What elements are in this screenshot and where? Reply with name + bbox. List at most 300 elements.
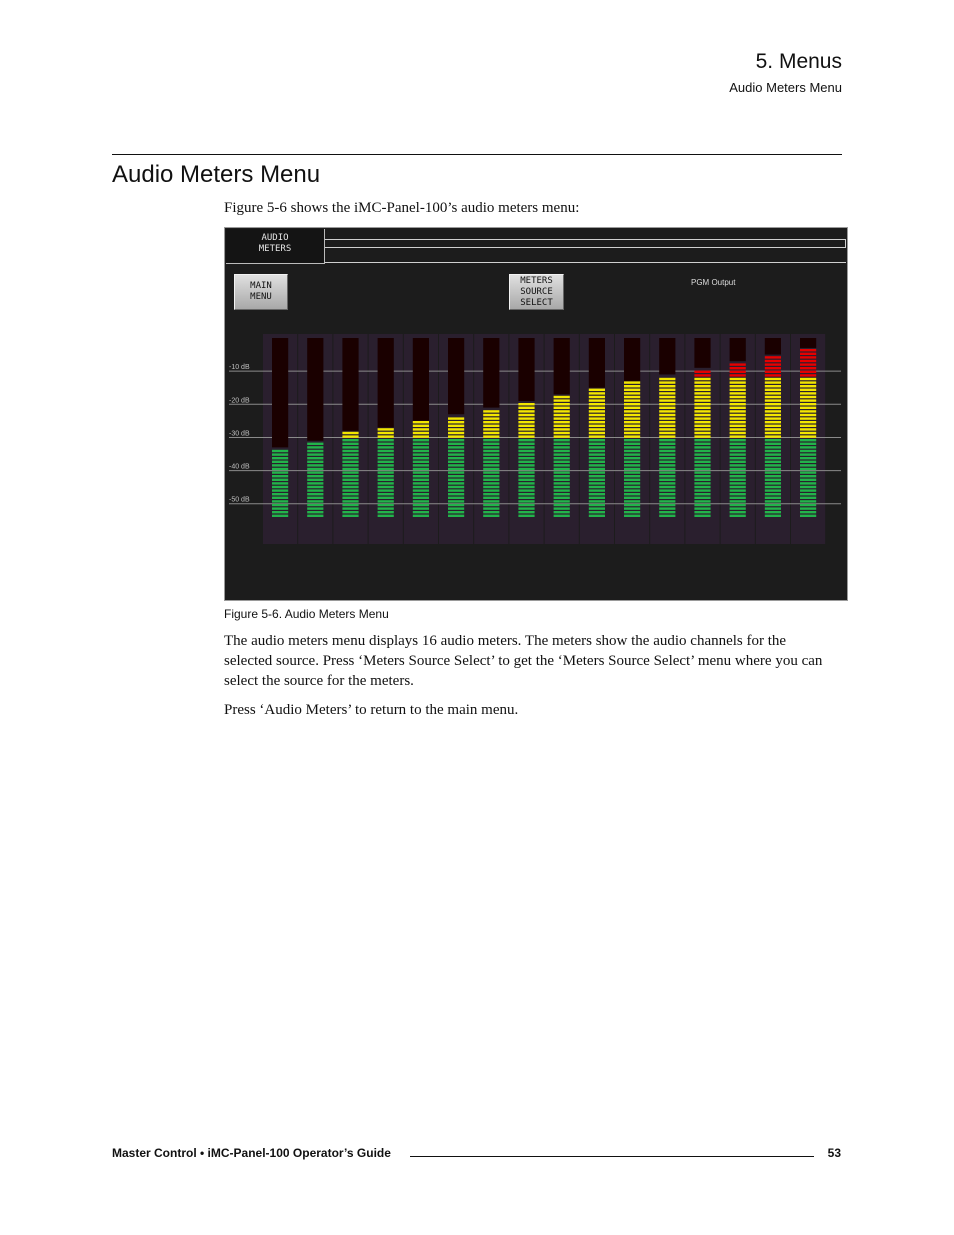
meter-segment <box>800 507 816 509</box>
meter-segment <box>730 479 746 481</box>
meter-segment <box>589 435 605 437</box>
meter-segment <box>694 396 710 398</box>
meter-segment <box>730 443 746 445</box>
meter-segment <box>730 417 746 419</box>
meter-segment <box>272 475 288 477</box>
meter-segment <box>413 482 429 484</box>
db-label: -50 dB <box>229 496 250 504</box>
meter-segment <box>765 399 781 401</box>
meter-segment <box>694 489 710 491</box>
meter-segment <box>272 457 288 459</box>
meter-segment <box>659 428 675 430</box>
meter-segment <box>589 392 605 394</box>
meter-segment <box>800 399 816 401</box>
meter-segment <box>765 461 781 463</box>
meter-empty-region <box>413 338 429 421</box>
meter-segment <box>694 507 710 509</box>
meter-segment <box>730 461 746 463</box>
meter-segment <box>554 410 570 412</box>
meter-segment <box>413 421 429 423</box>
main-menu-button[interactable]: MAIN MENU <box>234 274 288 310</box>
meter-segment <box>765 414 781 416</box>
meter-segment <box>765 504 781 506</box>
meter-segment <box>730 511 746 513</box>
meter-empty-region <box>554 338 570 394</box>
meter-segment <box>730 381 746 383</box>
meter-segment <box>765 464 781 466</box>
meter-segment <box>483 428 499 430</box>
meter-segment <box>413 515 429 517</box>
meter-segment <box>342 461 358 463</box>
meter-segment <box>378 511 394 513</box>
meter-segment <box>342 486 358 488</box>
meter-segment <box>589 389 605 391</box>
meter-segment <box>589 500 605 502</box>
meter-segment <box>518 450 534 452</box>
meter-segment <box>448 450 464 452</box>
meter-segment <box>765 403 781 405</box>
meter-segment <box>765 457 781 459</box>
meter-segment <box>659 392 675 394</box>
meter-segment <box>730 486 746 488</box>
meter-empty-region <box>765 338 781 355</box>
meter-segment <box>448 479 464 481</box>
meter-segment <box>800 446 816 448</box>
meter-empty-region <box>342 338 358 431</box>
meter-segment <box>765 410 781 412</box>
meter-segment <box>518 500 534 502</box>
meter-segment <box>554 489 570 491</box>
meter-segment <box>342 471 358 473</box>
meter-segment <box>342 457 358 459</box>
meter-segment <box>518 457 534 459</box>
meter-segment <box>659 475 675 477</box>
meter-segment <box>518 489 534 491</box>
meter-segment <box>448 468 464 470</box>
meter-segment <box>624 446 640 448</box>
meter-segment <box>272 486 288 488</box>
meter-segment <box>378 464 394 466</box>
meter-segment <box>800 360 816 362</box>
meter-segment <box>765 500 781 502</box>
meter-segment <box>800 493 816 495</box>
meter-segment <box>272 468 288 470</box>
meter-segment <box>413 479 429 481</box>
meter-segment <box>765 425 781 427</box>
meter-segment <box>554 511 570 513</box>
meter-segment <box>448 504 464 506</box>
meter-segment <box>483 497 499 499</box>
meter-segment <box>624 414 640 416</box>
meter-segment <box>554 439 570 441</box>
meter-segment <box>800 428 816 430</box>
meter-segment <box>694 435 710 437</box>
meter-segment <box>589 507 605 509</box>
meter-segment <box>448 435 464 437</box>
meter-segment <box>624 428 640 430</box>
meter-segment <box>765 396 781 398</box>
meter-segment <box>448 428 464 430</box>
meter-segment <box>448 493 464 495</box>
meter-segment <box>659 403 675 405</box>
meter-segment <box>483 410 499 412</box>
meter-segment <box>659 453 675 455</box>
meter-segment <box>800 414 816 416</box>
db-label: -30 dB <box>229 430 250 438</box>
meter-segment <box>448 453 464 455</box>
meter-segment <box>624 504 640 506</box>
page-title: Audio Meters Menu <box>112 161 321 188</box>
meter-segment <box>800 389 816 391</box>
meter-segment <box>589 515 605 517</box>
meter-segment <box>307 468 323 470</box>
meter-segment <box>307 500 323 502</box>
chapter-header: 5. Menus <box>755 50 842 73</box>
meter-segment <box>765 475 781 477</box>
meter-segment <box>554 450 570 452</box>
meter-segment <box>694 381 710 383</box>
meters-source-select-button[interactable]: METERS SOURCE SELECT <box>509 274 564 310</box>
meter-segment <box>800 450 816 452</box>
meter-segment <box>483 425 499 427</box>
meter-segment <box>518 464 534 466</box>
meter-segment <box>659 410 675 412</box>
meter-segment <box>342 504 358 506</box>
meter-segment <box>448 432 464 434</box>
meter-segment <box>659 450 675 452</box>
meter-segment <box>765 482 781 484</box>
meter-segment <box>413 493 429 495</box>
meter-segment <box>483 446 499 448</box>
meter-segment <box>800 432 816 434</box>
meter-segment <box>694 443 710 445</box>
meter-segment <box>694 403 710 405</box>
meter-segment <box>730 489 746 491</box>
meter-segment <box>518 446 534 448</box>
audio-meters-display <box>225 228 847 600</box>
figure-caption: Figure 5-6. Audio Meters Menu <box>224 607 389 621</box>
meter-segment <box>800 482 816 484</box>
output-label: PGM Output <box>691 278 736 287</box>
meter-segment <box>483 417 499 419</box>
meter-segment <box>694 417 710 419</box>
meter-segment <box>659 471 675 473</box>
meter-segment <box>342 450 358 452</box>
meter-segment <box>272 450 288 452</box>
meter-segment <box>800 425 816 427</box>
meter-segment <box>378 446 394 448</box>
meter-segment <box>413 475 429 477</box>
meter-segment <box>413 489 429 491</box>
meter-segment <box>589 468 605 470</box>
meter-segment <box>307 443 323 445</box>
meter-segment <box>589 497 605 499</box>
meter-segment <box>765 497 781 499</box>
meter-segment <box>730 371 746 373</box>
meter-segment <box>483 468 499 470</box>
meter-segment <box>272 507 288 509</box>
meter-segment <box>765 511 781 513</box>
meter-segment <box>483 511 499 513</box>
meter-segment <box>342 432 358 434</box>
meter-segment <box>800 353 816 355</box>
meter-segment <box>694 450 710 452</box>
meter-segment <box>518 410 534 412</box>
meter-segment <box>554 507 570 509</box>
meter-segment <box>800 468 816 470</box>
meter-segment <box>659 425 675 427</box>
meter-segment <box>378 432 394 434</box>
meter-segment <box>413 507 429 509</box>
meter-segment <box>765 392 781 394</box>
meter-segment <box>800 417 816 419</box>
meter-segment <box>659 435 675 437</box>
meter-segment <box>342 493 358 495</box>
meter-segment <box>730 504 746 506</box>
meter-empty-region <box>800 338 816 348</box>
meter-segment <box>378 507 394 509</box>
meter-segment <box>659 446 675 448</box>
meter-segment <box>378 489 394 491</box>
meter-segment <box>624 421 640 423</box>
meter-segment <box>659 414 675 416</box>
meter-segment <box>554 414 570 416</box>
meter-segment <box>413 500 429 502</box>
meter-segment <box>448 482 464 484</box>
meter-segment <box>624 500 640 502</box>
meter-segment <box>659 399 675 401</box>
meter-segment <box>307 457 323 459</box>
meter-segment <box>554 446 570 448</box>
meter-segment <box>694 407 710 409</box>
meter-segment <box>800 356 816 358</box>
meter-segment <box>730 407 746 409</box>
meter-segment <box>448 471 464 473</box>
meter-segment <box>272 461 288 463</box>
meter-segment <box>800 378 816 380</box>
meter-segment <box>624 464 640 466</box>
meter-segment <box>659 468 675 470</box>
meter-segment <box>483 450 499 452</box>
meter-segment <box>659 389 675 391</box>
meter-segment <box>624 389 640 391</box>
meter-segment <box>378 500 394 502</box>
meter-segment <box>659 515 675 517</box>
meter-segment <box>342 489 358 491</box>
meter-segment <box>765 421 781 423</box>
meter-segment <box>413 511 429 513</box>
meter-segment <box>518 493 534 495</box>
meter-segment <box>800 407 816 409</box>
meter-segment <box>518 414 534 416</box>
meter-segment <box>624 453 640 455</box>
meter-segment <box>730 421 746 423</box>
meter-segment <box>765 439 781 441</box>
meter-segment <box>342 482 358 484</box>
meter-segment <box>659 461 675 463</box>
meter-segment <box>800 371 816 373</box>
meter-segment <box>800 489 816 491</box>
meter-segment <box>518 468 534 470</box>
meter-segment <box>342 511 358 513</box>
meter-segment <box>554 403 570 405</box>
meter-segment <box>800 349 816 351</box>
header-rule <box>112 154 842 155</box>
meter-segment <box>624 486 640 488</box>
meter-segment <box>624 489 640 491</box>
meter-segment <box>589 421 605 423</box>
meter-segment <box>730 507 746 509</box>
meter-segment <box>800 497 816 499</box>
meter-segment <box>413 504 429 506</box>
meter-segment <box>483 421 499 423</box>
meter-segment <box>659 479 675 481</box>
meter-segment <box>730 515 746 517</box>
meter-segment <box>448 417 464 419</box>
meter-segment <box>624 482 640 484</box>
section-header: Audio Meters Menu <box>729 80 842 95</box>
meter-segment <box>730 482 746 484</box>
meter-segment <box>483 504 499 506</box>
meter-segment <box>554 421 570 423</box>
meter-segment <box>659 486 675 488</box>
meter-segment <box>765 479 781 481</box>
meter-segment <box>589 425 605 427</box>
meter-segment <box>448 486 464 488</box>
meter-segment <box>624 435 640 437</box>
meter-segment <box>307 482 323 484</box>
meter-segment <box>659 500 675 502</box>
meter-segment <box>659 482 675 484</box>
meter-segment <box>730 403 746 405</box>
meter-segment <box>694 457 710 459</box>
meter-segment <box>342 453 358 455</box>
meter-segment <box>624 407 640 409</box>
meter-segment <box>730 396 746 398</box>
meter-segment <box>518 421 534 423</box>
meter-segment <box>800 439 816 441</box>
meter-segment <box>765 385 781 387</box>
meter-segment <box>448 457 464 459</box>
meter-segment <box>694 425 710 427</box>
meter-segment <box>589 432 605 434</box>
meter-segment <box>589 414 605 416</box>
meter-empty-region <box>483 338 499 408</box>
meter-segment <box>765 363 781 365</box>
meter-segment <box>554 432 570 434</box>
meter-segment <box>272 511 288 513</box>
meter-empty-region <box>624 338 640 381</box>
meter-segment <box>307 471 323 473</box>
meter-segment <box>483 515 499 517</box>
meter-segment <box>483 486 499 488</box>
meter-segment <box>765 407 781 409</box>
meter-segment <box>413 461 429 463</box>
meter-segment <box>730 389 746 391</box>
meter-segment <box>554 407 570 409</box>
meter-segment <box>659 464 675 466</box>
meter-segment <box>518 425 534 427</box>
meter-segment <box>518 461 534 463</box>
meter-segment <box>589 450 605 452</box>
meter-segment <box>589 493 605 495</box>
meter-segment <box>730 374 746 376</box>
meter-segment <box>624 417 640 419</box>
meter-segment <box>765 489 781 491</box>
meter-segment <box>448 464 464 466</box>
meter-segment <box>624 507 640 509</box>
meter-segment <box>483 489 499 491</box>
meter-segment <box>378 504 394 506</box>
meter-segment <box>659 493 675 495</box>
meter-segment <box>413 425 429 427</box>
meter-segment <box>624 457 640 459</box>
meter-segment <box>624 450 640 452</box>
meter-segment <box>694 439 710 441</box>
meter-segment <box>342 443 358 445</box>
meter-segment <box>378 435 394 437</box>
meter-segment <box>307 515 323 517</box>
meter-segment <box>483 507 499 509</box>
meter-segment <box>659 511 675 513</box>
meter-segment <box>554 468 570 470</box>
meter-segment <box>413 443 429 445</box>
meter-segment <box>307 453 323 455</box>
meter-segment <box>624 461 640 463</box>
meter-segment <box>307 504 323 506</box>
meter-segment <box>554 479 570 481</box>
meter-segment <box>518 471 534 473</box>
meter-segment <box>765 493 781 495</box>
meter-segment <box>800 374 816 376</box>
meter-segment <box>659 378 675 380</box>
meter-segment <box>800 475 816 477</box>
meter-segment <box>800 396 816 398</box>
meter-segment <box>413 468 429 470</box>
meter-segment <box>413 497 429 499</box>
meter-segment <box>624 439 640 441</box>
meter-segment <box>554 435 570 437</box>
meter-segment <box>307 486 323 488</box>
meter-segment <box>800 392 816 394</box>
meter-segment <box>730 392 746 394</box>
footer-guide-title: Master Control • iMC-Panel-100 Operator’s Guide <box>112 1146 391 1160</box>
meter-segment <box>342 500 358 502</box>
meter-segment <box>272 482 288 484</box>
meter-segment <box>413 439 429 441</box>
meter-segment <box>694 389 710 391</box>
meter-segment <box>694 464 710 466</box>
meter-segment <box>554 486 570 488</box>
meter-segment <box>272 497 288 499</box>
meter-segment <box>624 392 640 394</box>
meter-segment <box>765 381 781 383</box>
meter-segment <box>765 468 781 470</box>
meter-segment <box>800 504 816 506</box>
meter-segment <box>624 497 640 499</box>
meter-segment <box>800 453 816 455</box>
meter-segment <box>800 435 816 437</box>
meter-segment <box>272 515 288 517</box>
meter-segment <box>800 363 816 365</box>
meter-segment <box>307 450 323 452</box>
meter-segment <box>765 507 781 509</box>
meter-segment <box>694 468 710 470</box>
meter-segment <box>589 407 605 409</box>
meter-segment <box>483 475 499 477</box>
meter-empty-region <box>307 338 323 441</box>
meter-segment <box>730 457 746 459</box>
